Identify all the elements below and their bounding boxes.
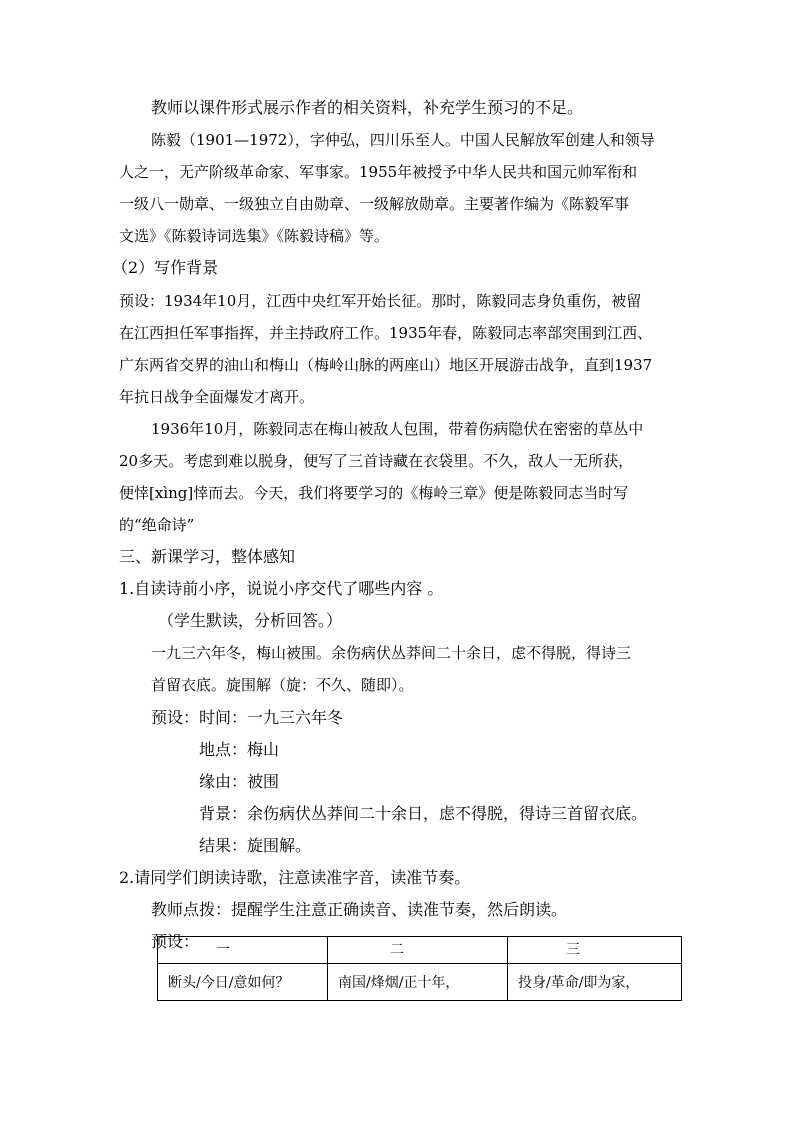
poem-1-line-1: 断头/今日/意如何？ (168, 975, 290, 991)
poem-1-header: 一 (216, 942, 230, 958)
background-line-2: 在江西担任军事指挥，并主持政府工作。1935年春，陈毅同志率部突围到江西、 (119, 324, 653, 342)
bio-line-3: 一级八一勋章、一级独立自由勋章、一级解放勋章。主要著作编为《陈毅军事 (119, 195, 630, 213)
question-1-note: （学生默读，分析回答。） (158, 611, 343, 630)
poem-2-header: 二 (390, 942, 404, 958)
background-line-3: 广东两省交界的油山和梅山（梅岭山脉的两座山）地区开展游击战争，直到1937 (119, 356, 653, 374)
table-cell (158, 964, 328, 1001)
bio-line-1: 陈毅（1901—1972），字仲弘，四川乐至人。中国人民解放军创建人和领导 (151, 131, 655, 149)
background-line-1: 预设：1934年10月，江西中央红军开始长征。那时，陈毅同志身负重伤，被留 (119, 292, 642, 310)
background-heading: （2）写作背景 (112, 258, 219, 277)
answer-reason: 缘由：被围 (199, 772, 280, 791)
answer-time: 预设：时间：一九三六年冬 (151, 708, 344, 727)
intro-paragraph: 教师以课件形式展示作者的相关资料，补充学生预习的不足。 (151, 98, 584, 117)
preface-line-1: 一九三六年冬，梅山被围。余伤病伏丛莽间二十余日，虑不得脱，得诗三 (151, 644, 632, 662)
question-1: 1.自读诗前小序，说说小序交代了哪些内容 。 (119, 579, 444, 598)
bio-line-4: 文选》《陈毅诗词选集》《陈毅诗稿》等。 (119, 227, 390, 245)
answer-background: 背景：余伤病伏丛莽间二十余日，虑不得脱，得诗三首留衣底。 (199, 804, 648, 823)
table-row (158, 964, 682, 1001)
background-line-4: 年抗日战争全面爆发才离开。 (119, 388, 315, 406)
poem-3-line-1: 投身/革命/即为家， (518, 975, 640, 991)
table-header-row (158, 937, 682, 964)
preface-line-2: 首留衣底。旋围解（旋：不久、随即）。 (151, 676, 414, 694)
bio-line-2: 人之一，无产阶级革命家、军事家。1955年被授予中华人民共和国元帅军衔和 (119, 163, 638, 181)
table-header-cell (508, 937, 682, 964)
poem-2-line-1: 南国/烽烟/正十年， (338, 975, 460, 991)
table-cell (508, 964, 682, 1001)
table-cell (328, 964, 508, 1001)
background-line-5: 1936年10月，陈毅同志在梅山被敌人包围，带着伤病隐伏在密密的草丛中 (151, 420, 644, 438)
background-line-8: 的“绝命诗” (119, 516, 195, 534)
answer-result: 结果：旋围解。 (199, 836, 312, 855)
question-2-tip: 教师点拨：提醒学生注意正确读音、读准节奏，然后朗读。 (151, 900, 568, 919)
background-line-6: 20多天。考虑到难以脱身，便写了三首诗藏在衣袋里。不久，敌人一无所获， (119, 452, 634, 470)
question-2: 2.请同学们朗读诗歌，注意读准字音，读准节奏。 (119, 868, 471, 887)
table-header-cell (158, 937, 328, 964)
question-2-preset: 预设： (151, 932, 200, 951)
poem-3-header: 三 (566, 942, 580, 958)
section-3-heading: 三、新课学习，整体感知 (119, 547, 296, 566)
answer-place: 地点：梅山 (199, 740, 280, 759)
background-line-7: 便悻[xìng]悻而去。今天，我们将要学习的《梅岭三章》便是陈毅同志当时写 (119, 484, 629, 502)
poem-rhythm-table (157, 936, 682, 1001)
table-header-cell (328, 937, 508, 964)
